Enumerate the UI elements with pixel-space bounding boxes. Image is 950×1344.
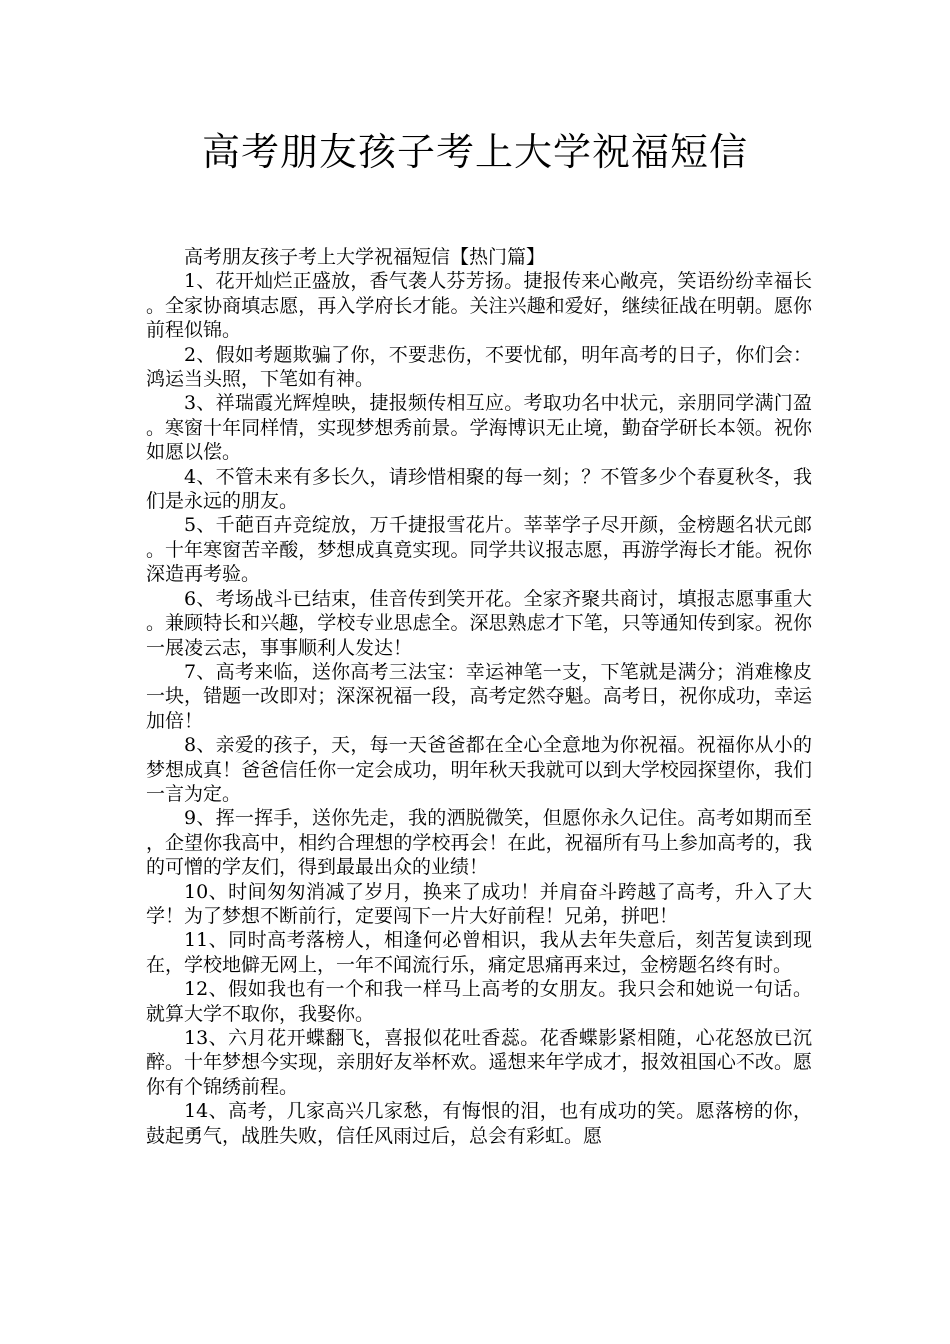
document-title: 高考朋友孩子考上大学祝福短信 [201,130,748,174]
paragraph: 10、时间匆匆消减了岁月，换来了成功！并肩奋斗跨越了高考，升入了大学！为了梦想不断前行，定要闯下一片大好前程！兄弟，拼吧！ [146,880,812,927]
paragraph: 11、同时高考落榜人，相逢何必曾相识，我从去年失意后，刻苦复读到现在，学校地僻无网上，一年不闻流行乐，痛定思痛再来过，金榜题名终有时。 [146,929,812,976]
paragraph: 1、花开灿烂正盛放，香气袭人芬芳扬。捷报传来心敞亮，笑语纷纷幸福长。全家协商填志愿，再入学府长才能。关注兴趣和爱好，继续征战在明朝。愿你前程似锦。 [146,270,812,342]
paragraph: 12、假如我也有一个和我一样马上高考的女朋友。我只会和她说一句话。就算大学不取你，我娶你。 [146,978,812,1025]
paragraph: 5、千葩百卉竞绽放，万千捷报雪花片。莘莘学子尽开颜，金榜题名状元郎。十年寒窗苦辛酸，梦想成真竟实现。同学共议报志愿，再游学海长才能。祝你深造再考验。 [146,514,812,586]
paragraph: 14、高考，几家高兴几家愁，有悔恨的泪，也有成功的笑。愿落榜的你，鼓起勇气，战胜失败，信任风雨过后，总会有彩虹。愿 [146,1100,812,1147]
paragraph: 8、亲爱的孩子，天，每一天爸爸都在全心全意地为你祝福。祝福你从小的梦想成真！爸爸信任你一定会成功，明年秋天我就可以到大学校园探望你，我们一言为定。 [146,734,812,805]
document-body [146,245,812,1148]
paragraph: 9、挥一挥手，送你先走，我的洒脱微笑，但愿你永久记住。高考如期而至，企望你我高中，相约合理想的学校再会！在此，祝福所有马上参加高考的，我的可憎的学友们，得到最最出众的业绩！ [146,807,812,879]
paragraph: 2、假如考题欺骗了你，不要悲伤，不要忧郁，明年高考的日子，你们会：鸿运当头照，下笔如有神。 [146,343,812,391]
paragraph: 3、祥瑞霞光辉煌映，捷报频传相互应。考取功名中状元，亲朋同学满门盈。寒窗十年同样情，实现梦想秀前景。学海博识无止境，勤奋学研长本领。祝你如愿以偿。 [146,392,812,464]
section-heading: 高考朋友孩子考上大学祝福短信【热门篇】 [184,246,546,268]
paragraph: 7、高考来临，送你高考三法宝：幸运神笔一支，下笔就是满分；消难橡皮一块，错题一改即对；深深祝福一段，高考定然夺魁。高考日，祝你成功，幸运加倍！ [146,660,812,732]
paragraph: 4、不管未来有多长久，请珍惜相聚的每一刻；？不管多少个春夏秋冬，我们是永远的朋友。 [146,465,812,513]
paragraph: 6、考场战斗已结束，佳音传到笑开花。全家齐聚共商讨，填报志愿事重大。兼顾特长和兴趣，学校专业思虑全。深思熟虑才下笔，只等通知传到家。祝你一展凌云志，事事顺利人发达！ [146,587,812,659]
paragraph: 13、六月花开蝶翻飞，喜报似花吐香蕊。花香蝶影紧相随，心花怒放已沉醉。十年梦想今实现，亲朋好友举杯欢。遥想来年学成才，报效祖国心不改。愿你有个锦绣前程。 [146,1027,812,1098]
